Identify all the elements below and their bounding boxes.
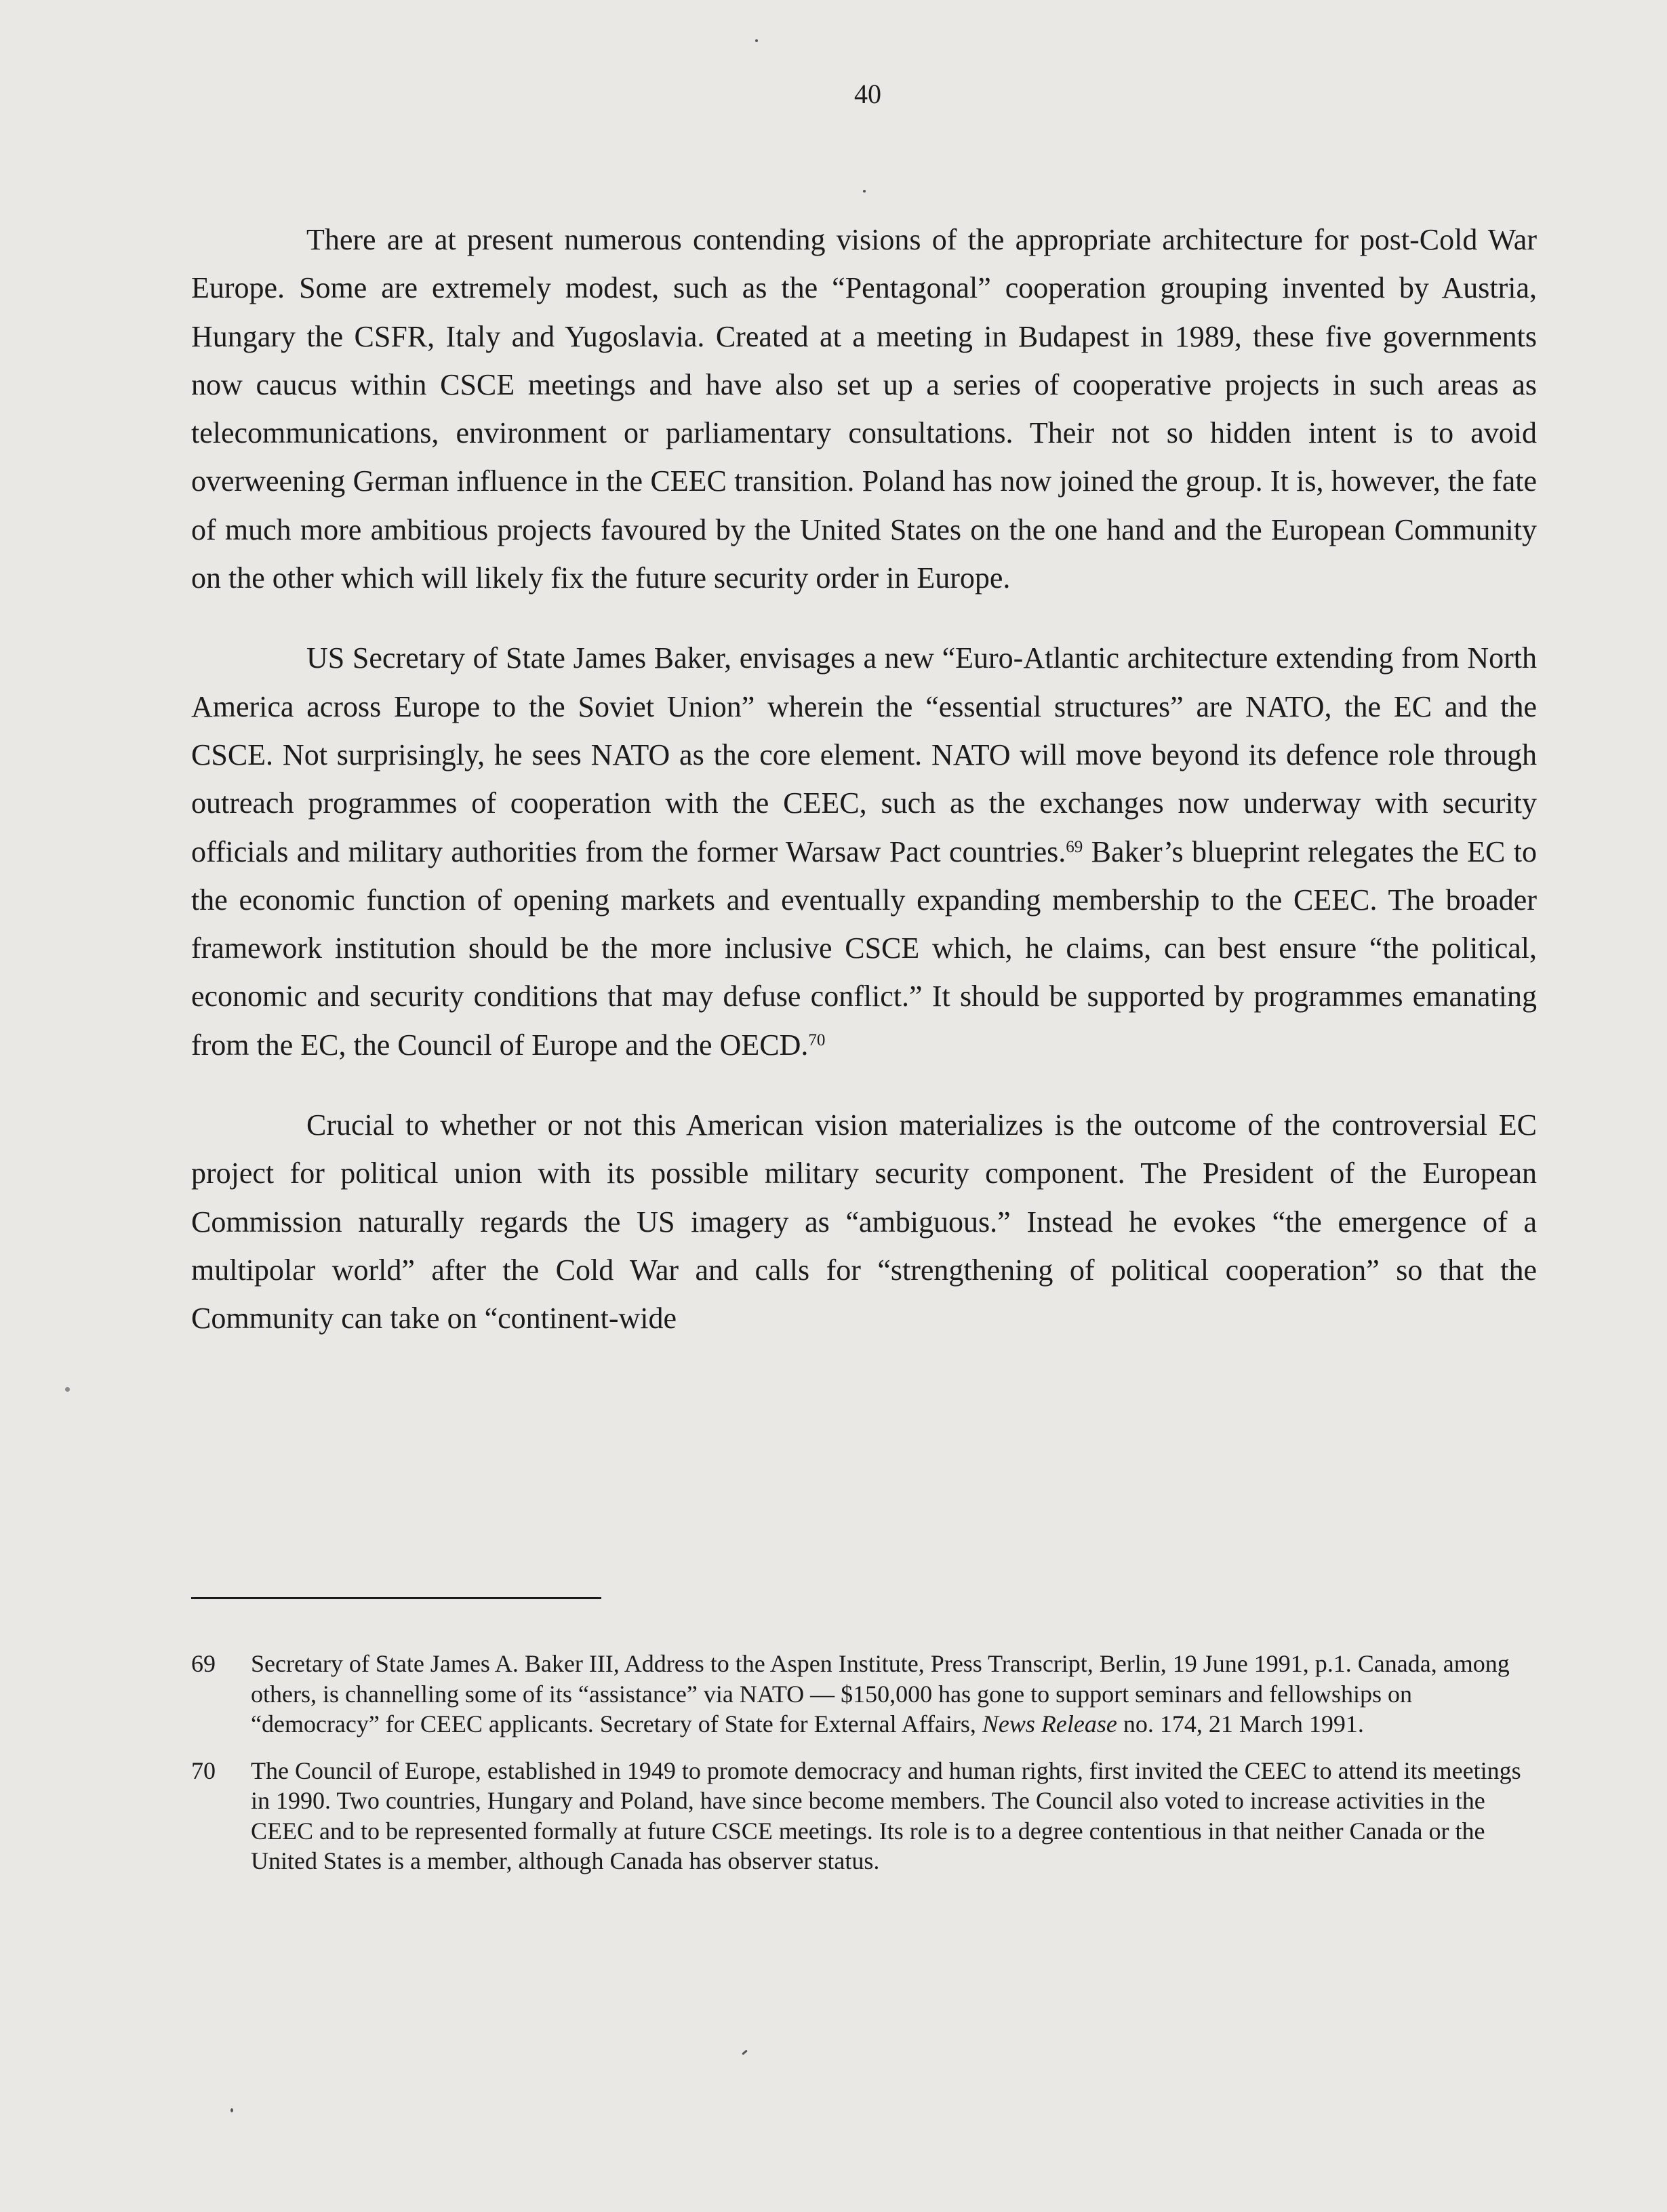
footnote-69-text-a: Secretary of State James A. Baker III, Address to the Aspen Institute, Press Transcript, Berlin, 19 June 1991, p.1. Canada, among others, is channelling some of its “assistance” via NATO — $150,000 has gone to support seminars and fellowships on “democracy” for CEEC applicants. Secretary of State for External Affairs, xyxy=(251,1650,1510,1737)
footnote-70 xyxy=(191,1756,1537,1876)
paragraph-1: There are at present numerous contending visions of the appropriate architecture for post-Cold War Europe. Some are extremely modest, such as the “Pentagonal” cooperation grouping invented by Austria, Hungary the CSFR, Italy and Yugoslavia. Created at a meeting in Budapest in 1989, these five governments now caucus within CSCE meetings and have also set up a series of cooperative projects in such areas as telecommunications, environment or parliamentary consultations. Their not so hidden intent is to avoid overweening German influence in the CEEC transition. Poland has now joined the group. It is, however, the fate of much more ambitious projects favoured by the United States on the one hand and the European Community on the other which will likely fix the future security order in Europe. xyxy=(191,223,1537,595)
footnote-separator xyxy=(191,1597,601,1599)
footnote-number: 70 xyxy=(191,1756,216,1784)
footnote-69 xyxy=(191,1649,1537,1740)
footnote-69-title: News Release xyxy=(982,1710,1117,1737)
footnotes xyxy=(191,1649,1537,1893)
footnote-reference-69[interactable]: 69 xyxy=(1066,837,1083,856)
body-text xyxy=(191,216,1537,1375)
footnote-69-text-b: no. 174, 21 March 1991. xyxy=(1117,1710,1364,1737)
footnote-text xyxy=(251,1649,1537,1740)
paragraph-2-text-a: US Secretary of State James Baker, envisages a new “Euro-Atlantic architecture extending from North America across Europe to the Soviet Union” wherein the “essential structures” are NATO, the EC and the CSCE. Not surprisingly, he sees NATO as the core element. NATO will move beyond its defence role through outreach programmes of cooperation with the CEEC, such as the exchanges now underway with security officials and military authorities from the former Warsaw Pact countries. xyxy=(191,641,1537,868)
paragraph-2-text-b: Baker’s blueprint relegates the EC to the economic function of opening markets and eventually expanding membership to the CEEC. The broader framework institution should be the more inclusive CSCE which, he claims, can best ensure “the political, economic and security conditions that may defuse conflict.” It should be supported by programmes emanating from the EC, the Council of Europe and the OECD. xyxy=(191,834,1537,1062)
footnote-number: 69 xyxy=(191,1650,216,1677)
paper-speck xyxy=(230,2108,233,2112)
paper-speck xyxy=(65,1387,70,1392)
paragraph-3: Crucial to whether or not this American vision materializes is the outcome of the controversial EC project for political union with its possible military security component. The President of the European Commission naturally regards the US imagery as “ambiguous.” Instead he evokes “the emergence of a multipolar world” after the Cold War and calls for “strengthening of political cooperation” so that the Community can take on “continent-wide xyxy=(191,1108,1537,1335)
paper-speck xyxy=(755,39,758,42)
paper-speck xyxy=(863,190,866,193)
footnote-reference-70[interactable]: 70 xyxy=(808,1030,826,1049)
paper-speck xyxy=(742,2049,748,2055)
page-number: 40 xyxy=(854,79,881,109)
footnote-text: The Council of Europe, established in 1949 to promote democracy and human rights, first invited the CEEC to attend its meetings in 1990. Two countries, Hungary and Poland, have since become members. The Council also voted to increase activities in the CEEC and to be represented formally at future CSCE meetings. Its role is to a degree contentious in that neither Canada or the United States is a member, although Canada has observer status. xyxy=(251,1756,1521,1874)
paragraph-2 xyxy=(191,634,1537,1069)
